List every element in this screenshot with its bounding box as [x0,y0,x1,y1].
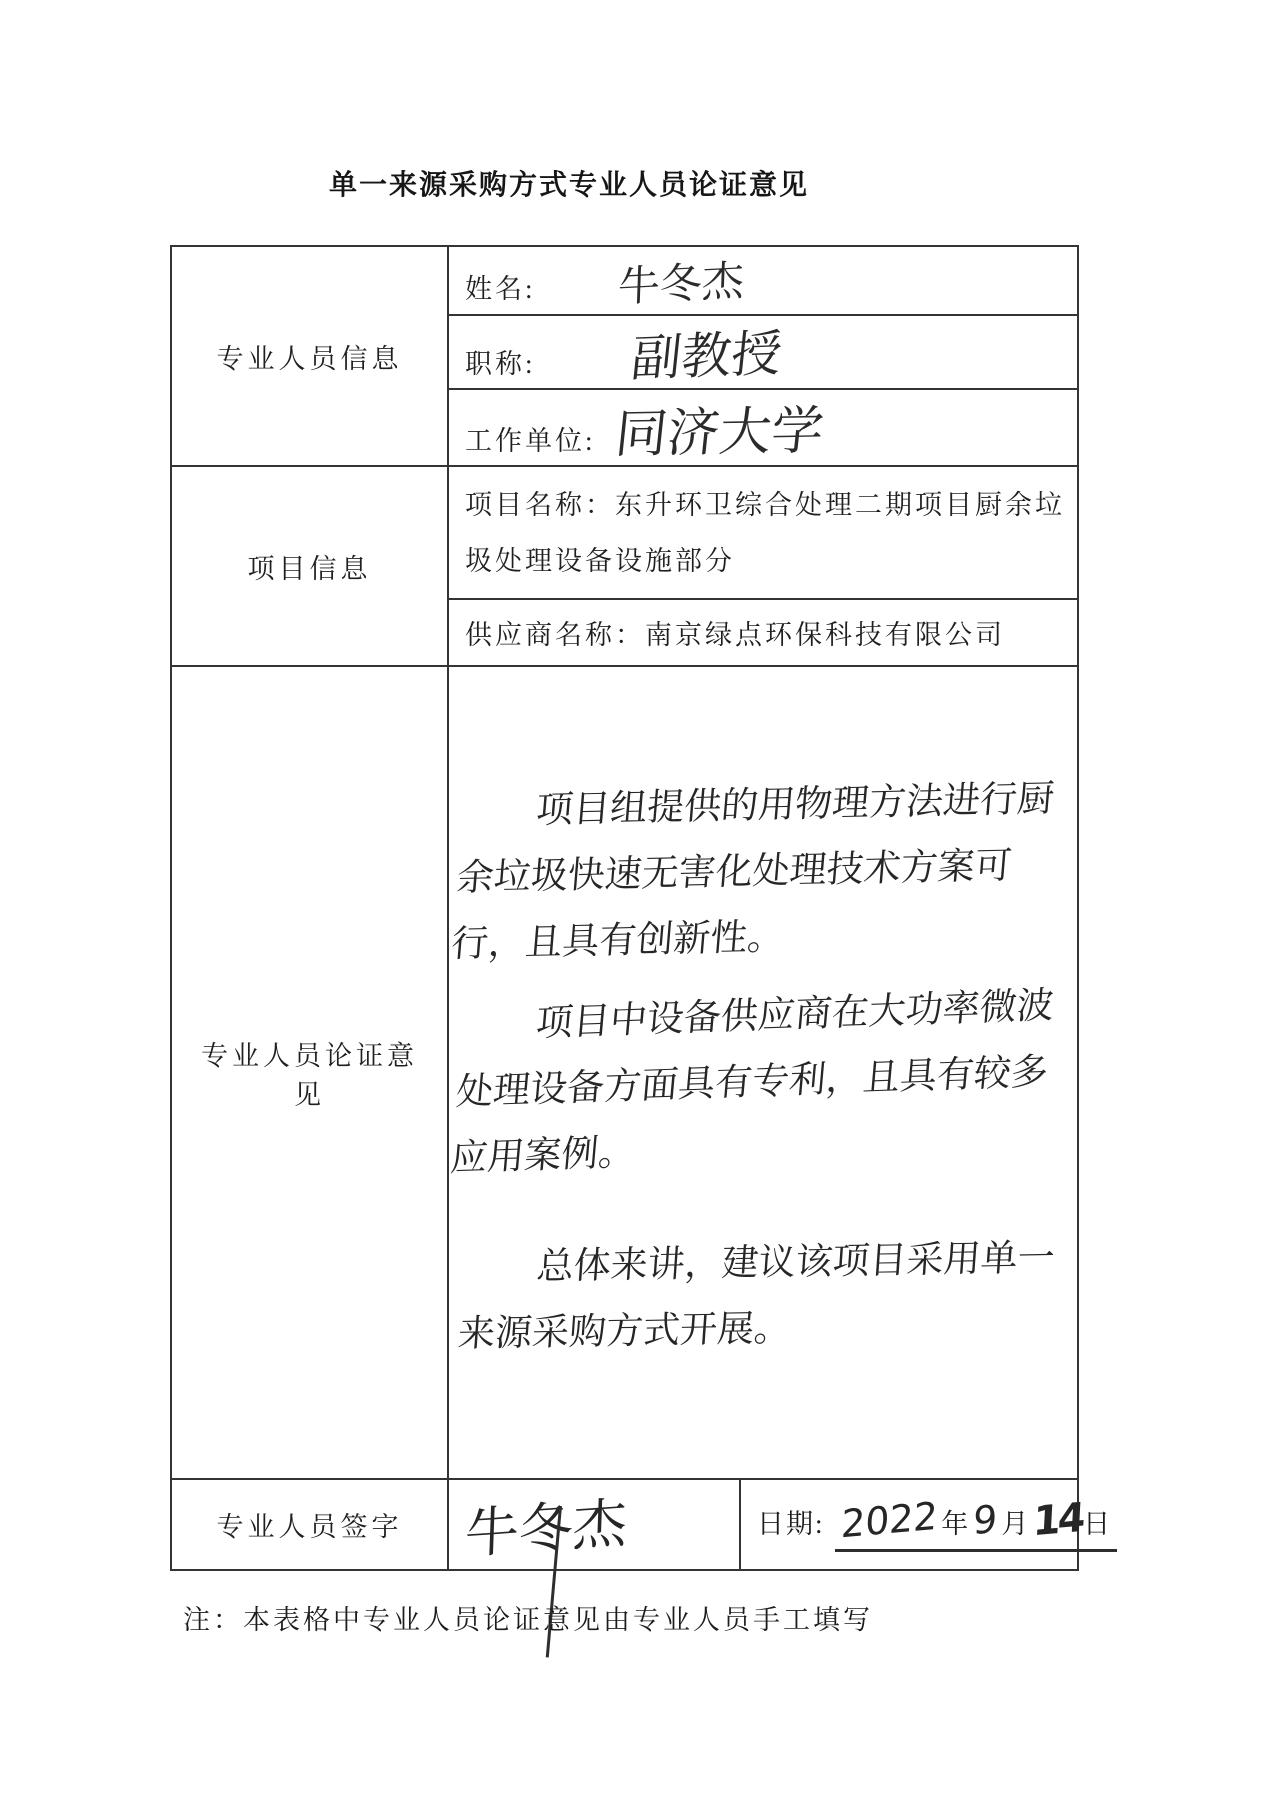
document-title: 单一来源采购方式专业人员论证意见 [328,170,809,201]
project-name-line-2: 圾处理设备设施部分 [465,545,735,576]
name-cell [448,246,1078,315]
signature-cell [448,1479,740,1570]
date-year-unit: 年 [941,1509,970,1539]
date-month-handwritten: 9 [972,1496,999,1544]
supplier-cell [448,599,1078,666]
job-title-handwritten-value: 副教授 [628,324,785,388]
date-cell [740,1479,1112,1570]
date-day-handwritten: 14 [1032,1494,1085,1546]
opinion-cell [448,666,1078,1479]
work-unit-label: 工作单位: [465,426,596,456]
project-section-label: 项目信息 [171,466,448,666]
supplier-line: 供应商名称：南京绿点环保科技有限公司 [465,620,1005,650]
row-opinion [171,666,1078,1479]
opinion-section-label: 专业人员论证意见 [171,666,448,1479]
opinion-paragraph-2: 项目中设备供应商在大功率微波处理设备方面具有专利，且具有较多应用案例。 [448,982,1056,1180]
row-project-name [171,466,1078,599]
signature-label: 专业人员签字 [171,1479,448,1570]
work-unit-cell [448,389,1078,466]
name-label: 姓名: [465,273,536,304]
row-name [171,246,1078,315]
name-handwritten-value: 牛冬杰 [616,255,745,311]
row-signature [171,1479,1078,1570]
work-unit-handwritten-value: 同济大学 [611,401,827,465]
signature-handwritten: 牛冬杰 [463,1491,628,1566]
date-month-unit: 月 [1001,1509,1030,1539]
opinion-paragraph-3: 总体来讲，建议该项目采用单一来源采购方式开展。 [456,1235,1057,1355]
form-footnote: 注：本表格中专业人员论证意见由专业人员手工填写 [183,1605,873,1635]
date-label: 日期: [757,1509,825,1539]
project-name-cell [448,466,1078,599]
date-year-handwritten: 2022 [839,1493,939,1547]
personnel-section-label: 专业人员信息 [171,246,448,466]
job-title-label: 职称: [465,349,536,379]
date-value-group [835,1493,1118,1552]
project-name-line-1: 项目名称：东升环卫综合处理二期项目厨余垃 [465,489,1065,520]
job-title-cell [448,315,1078,389]
opinion-paragraph-1: 项目组提供的用物理方法进行厨余垃圾快速无害化处理技术方案可行，且具有创新性。 [449,776,1056,965]
evaluation-form-table [170,245,1112,1571]
date-day-unit: 日 [1083,1509,1112,1539]
